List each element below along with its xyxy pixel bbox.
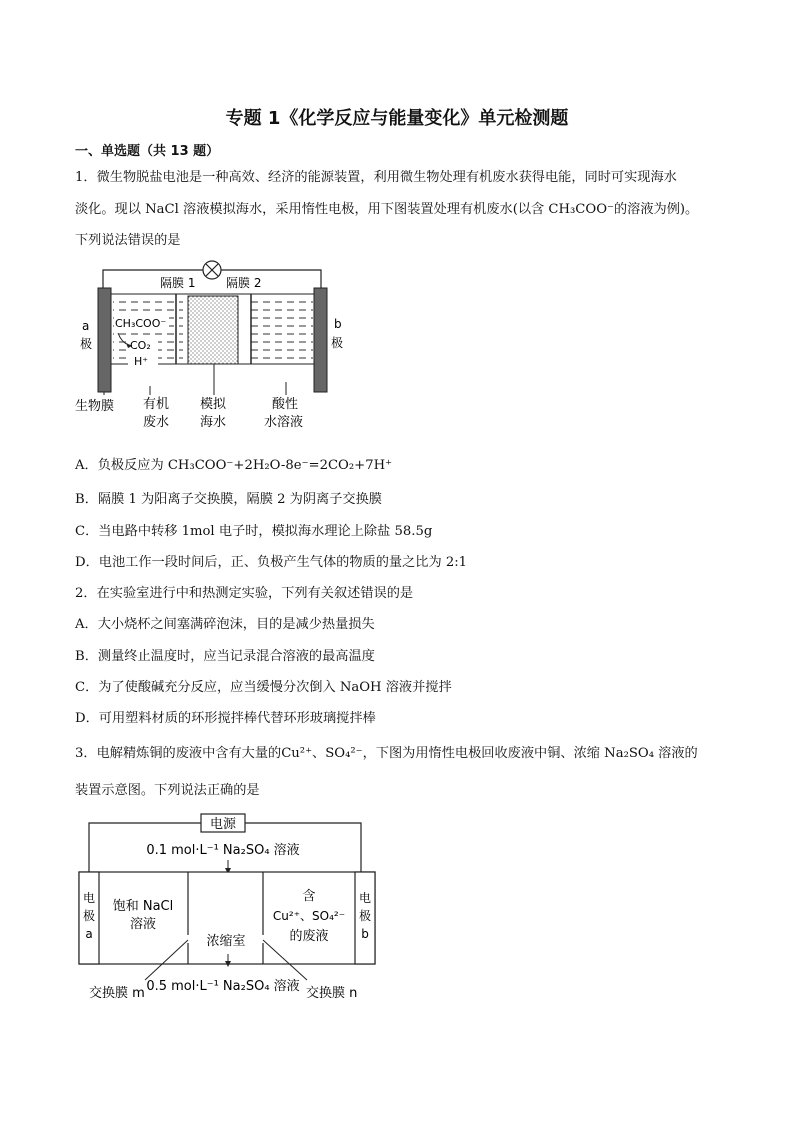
lamp-icon [203,261,221,279]
q1-stem-line3: 下列说法错误的是 [75,233,181,248]
electrode-a-char1: 电 [82,891,96,905]
q2-option-a: A．大小烧杯之间塞满碎泡沫，目的是减少热量损失 [75,617,375,632]
right-chamber-label-3: 的废液 [289,929,329,944]
acetate-label: CH₃COO⁻ [115,317,167,330]
bottom-solution-label: 0.5 mol·L⁻¹ Na₂SO₄ 溶液 [146,979,300,994]
electrode-b-char2: 极 [358,909,372,923]
power-label: 电源 [209,817,237,832]
membrane-n-label: 交换膜 n [306,986,358,1001]
electrode-b-char3: b [361,927,369,941]
q1-option-c: C．当电路中转移 1mol 电子时，模拟海水理论上除盐 58.5g [75,524,433,539]
q2-option-d: D．可用塑料材质的环形搅拌棒代替环形玻璃搅拌棒 [75,711,376,726]
q2-option-b: B．测量终止温度时，应当记录混合溶液的最高温度 [75,649,375,664]
q1-option-a: A．负极反应为 CH₃COO⁻+2H₂O-8e⁻=2CO₂+7H⁺ [75,458,393,473]
left-chamber-label-2: 溶液 [129,917,157,932]
q2-option-c: C．为了使酸碱充分反应，应当缓慢分次倒入 NaOH 溶液并搅拌 [75,680,452,695]
electrode-a-char2: 极 [82,909,96,923]
seawater-label-1: 模拟 [200,397,227,412]
q3-electrolysis-diagram [75,810,385,1006]
section-heading: 一、单选题（共 13 题） [75,144,220,159]
biofilm-label: 生物膜 [75,399,115,414]
organic-label-1: 有机 [143,397,170,412]
q3-stem-line1: 3．电解精炼铜的废液中含有大量的Cu²⁺、SO₄²⁻，下图为用惰性电极回收废液中铜、浓缩 Na₂SO₄ 溶液的 [75,746,698,761]
q1-stem-line1: 1．微生物脱盐电池是一种高效、经济的能源装置，利用微生物处理有机废水获得电能，同时可实现海水 [75,170,677,185]
electrode-b-letter: b [334,317,342,331]
q1-battery-diagram [70,258,370,438]
acid-label-2: 水溶液 [264,415,304,430]
top-solution-label: 0.1 mol·L⁻¹ Na₂SO₄ 溶液 [146,843,300,858]
h-plus-label: H⁺ [134,355,149,368]
electrode-b-ji: 极 [331,336,344,350]
left-chamber-label-1: 饱和 NaCl [112,899,174,914]
membrane-m-label: 交换膜 m [89,986,145,1001]
membrane2-label: 隔膜 2 [226,276,262,290]
electrode-b-char1: 电 [358,891,372,905]
right-chamber-label-2: Cu²⁺、SO₄²⁻ [272,909,346,923]
membrane1-label: 隔膜 1 [160,276,196,290]
right-chamber-label-1: 含 [302,889,316,904]
electrode-a-char3: a [85,927,93,941]
page-title: 专题 1《化学反应与能量变化》单元检测题 [225,108,569,129]
q1-option-b: B．隔膜 1 为阳离子交换膜，隔膜 2 为阴离子交换膜 [75,492,382,507]
seawater-label-2: 海水 [200,415,227,430]
acid-label-1: 酸性 [272,397,299,412]
electrode-a-ji: 极 [80,337,93,351]
co2-label: CO₂ [130,339,151,352]
concentration-room-label: 浓缩室 [206,934,246,949]
organic-label-2: 废水 [143,415,170,430]
q3-stem-line2: 装置示意图。下列说法正确的是 [75,783,260,798]
q1-option-d: D．电池工作一段时间后，正、负极产生气体的物质的量之比为 2:1 [75,555,468,570]
q1-stem-line2: 淡化。现以 NaCl 溶液模拟海水，采用惰性电极，用下图装置处理有机废水(以含 CH₃COO⁻的溶液为例)。 [75,202,699,217]
electrode-a-letter: a [82,319,90,333]
q2-stem: 2．在实验室进行中和热测定实验，下列有关叙述错误的是 [75,586,414,601]
